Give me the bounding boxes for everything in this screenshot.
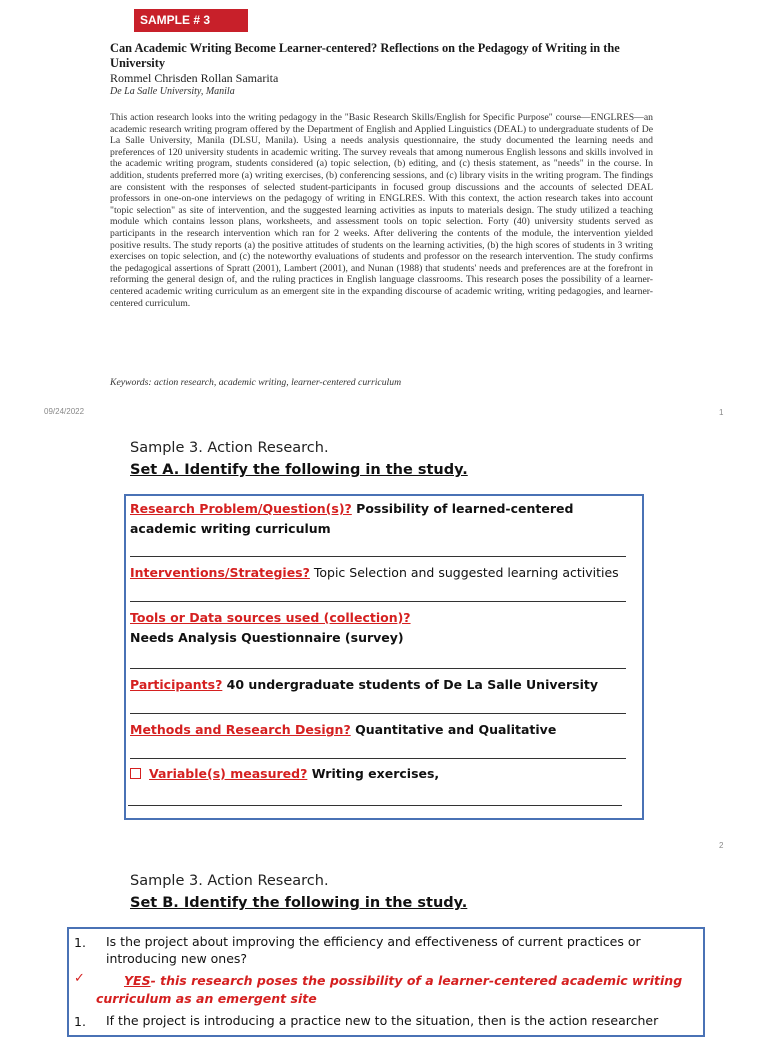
slide-heading: Sample 3. Action Research. [130,440,329,456]
participants-item [130,675,630,695]
sample-tag: SAMPLE # 3 [134,9,248,32]
tools-question: Tools or Data sources used (collection)? [130,610,411,625]
set-title: Set A. Identify the following in the study. [130,462,468,478]
slide-date: 09/24/2022 [44,407,85,416]
set-title: Set B. Identify the following in the study. [130,895,468,911]
variables-answer: Writing exercises, [307,766,440,781]
interventions-question: Interventions/Strategies? [130,565,310,580]
question-text: Is the project about improving the efficiency and effectiveness of current practices or introducing new ones? [106,934,641,966]
participants-answer: 40 undergraduate students of De La Salle University [222,677,598,692]
slide-heading: Sample 3. Action Research. [130,873,329,889]
variables-question: Variable(s) measured? [149,766,308,781]
answer-line [130,758,626,759]
author-name: Rommel Chrisden Rollan Samarita [110,71,279,85]
answer-line [130,668,626,669]
answer-line [130,556,626,557]
slide-abstract [0,0,768,400]
affiliation: De La Salle University, Manila [110,86,235,97]
question-text: If the project is introducing a practice new to the situation, then is the action researcher [106,1013,659,1028]
research-problem-item [130,499,630,539]
answer-body: - this research poses the possibility of a learner-centered academic writing curriculum as an emergent site [96,973,683,1006]
answer-line [128,805,622,806]
methods-question: Methods and Research Design? [130,722,351,737]
interventions-item [130,563,630,583]
interventions-answer: Topic Selection and suggested learning activities [309,565,619,580]
page-number: 1 [719,408,724,417]
keywords: Keywords: action research, academic writing, learner-centered curriculum [110,377,402,388]
checkbox-icon [130,768,141,779]
tools-item [130,608,630,648]
answer-text [96,972,696,1008]
page-number: 2 [719,841,724,850]
answer-line [130,601,626,602]
paper-title: Can Academic Writing Become Learner-centered? Reflections on the Pedagogy of Writing in the University [110,41,620,70]
yes-label: YES [124,973,151,988]
question-number: 1. [74,1014,86,1029]
abstract-text: This action research looks into the writing pedagogy in the "Basic Research Skills/English for Specific Purpose" course—ENGLRES—an academic research writing program offered by the Department of English and Applied Linguistics (DEAL) to undergraduate students of De La Salle University, Manila (DLSU, Manila). Using a needs analysis questionnaire, the study documented the learning needs and preferences of 120 university students in academic writing. The survey reveals that among numerous English lessons and skills involved in the academic writing program, students considered (a) topic selection, (b) editing, and (c) thesis statement, as "needs" in the course. In addition, students preferred more (a) writing exercises, (b) conferencing sessions, and (c) library visits in the writing program. The findings are consistent with the responses of selected student-participants in focused group discussions and the accounts of selected DEAL professors in one-on-one interviews on the pedagogy of writing in ENGLRES. With this context, the action research takes into account "topic selection" as site of intervention, and the suggested learning activities as inputs to materials design. The study utilized a teaching module which contains lesson plans, worksheets, and assessment tools on topic selection. Forty (40) university students served as participants in the research intervention which ran for 2 weeks. After delivering the contents of the module, the intervention yielded positive results. The study reports (a) the positive attitudes of students on the learning activities, (b) the high scores of students in 3 writing exercises on topic selection, and (c) the noteworthy evaluations of students and professor on the research intervention. The study confirms the pedagogical assertions of Spratt (2001), Lambert (2001), and Nunan (1988) that students' needs and preferences are at the forefront in reforming the general design of, and the ruling practices in English language classrooms. This research poses the possibility of a learner-centered academic writing curriculum as an emergent site in the expanding discourse of academic writing, writing pedagogies, and learner-centered curriculum. [110,112,653,309]
research-problem-answer: Possibility of learned-centered academic writing curriculum [130,501,574,536]
methods-item [130,720,630,740]
variables-item [130,764,630,784]
participants-question: Participants? [130,677,223,692]
answer-line [130,713,626,714]
checkmark-icon: ✓ [74,970,85,985]
question-number: 1. [74,935,86,950]
research-problem-question: Research Problem/Question(s)? [130,501,352,516]
tools-answer: Needs Analysis Questionnaire (survey) [130,630,404,645]
methods-answer: Quantitative and Qualitative [350,722,557,737]
